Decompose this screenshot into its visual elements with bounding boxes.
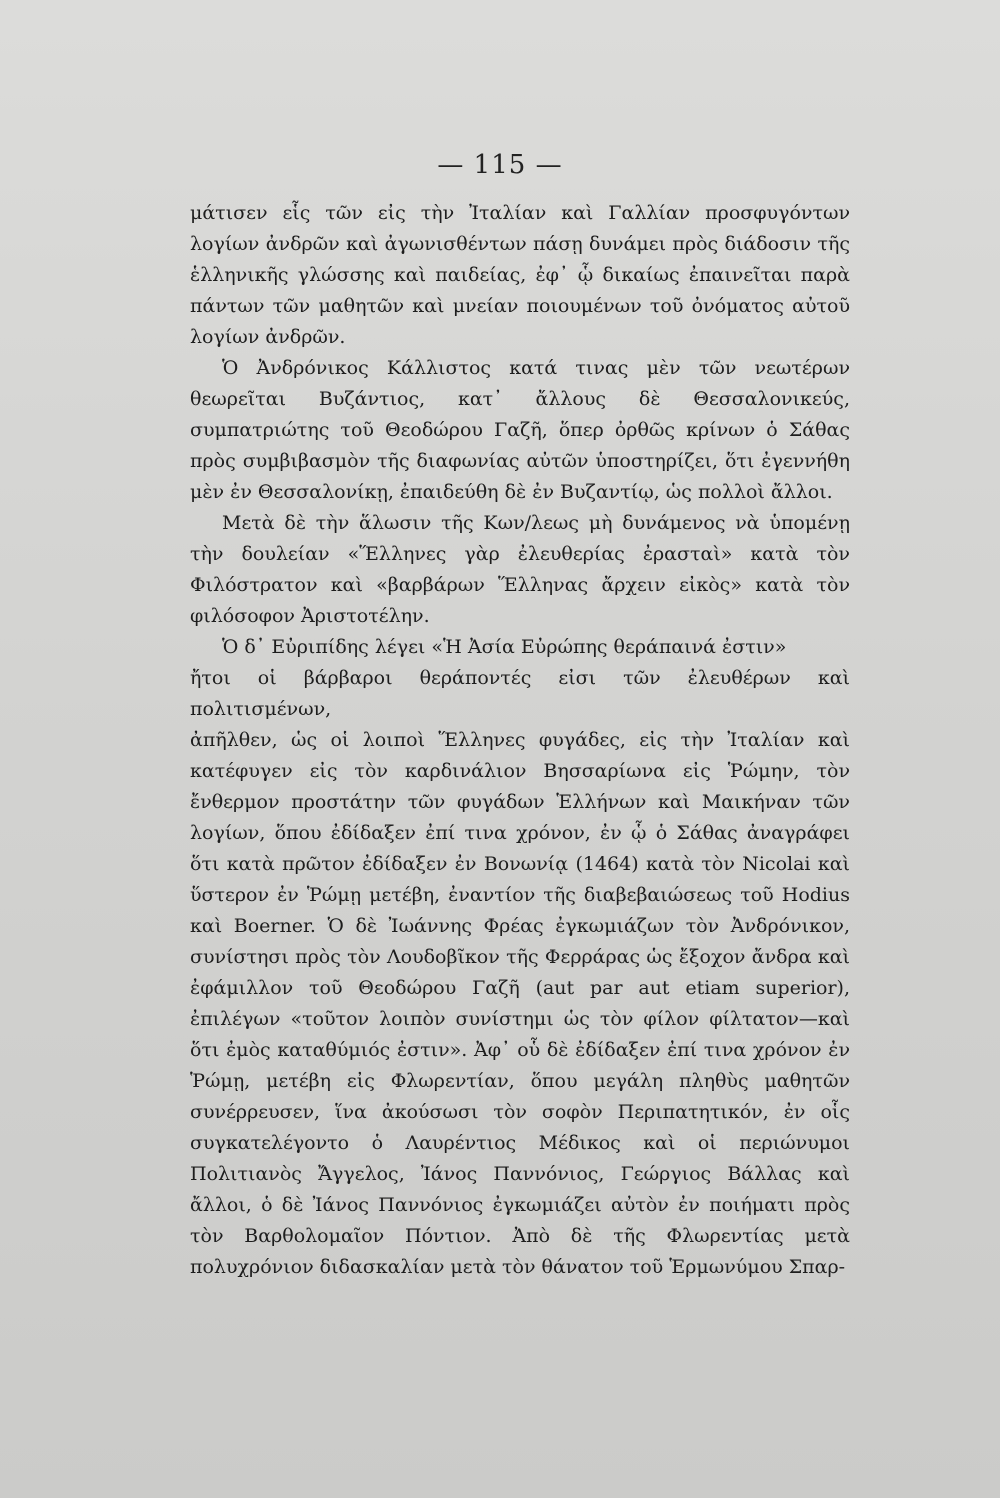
paragraph-2: Ὁ Ἀνδρόνικος Κάλλιστος κατά τινας μὲν τῶν νεωτέρων θεωρεῖται Βυζάντιος, κατ᾽ ἄλλους δὲ Θεσσαλονικεύς, συμπατριώτης τοῦ Θεοδώρου Γαζῆ, ὅπερ ὀρθῶς κρίνων ὁ Σάθας πρὸς συμβιβασμὸν τῆς διαφωνίας αὐτῶν ὑποστηρίζει, ὅτι ἐγεννήθη μὲν ἐν Θεσσαλονίκῃ, ἐπαιδεύθη δὲ ἐν Βυζαντίῳ, ὡς πολλοὶ ἄλλοι. [190,357,850,503]
quotation-line: Ὁ δ᾽ Εὐριπίδης λέγει «Ἡ Ἀσία Εὐρώπης θεράπαινά ἐστιν» [222,636,787,658]
quotation-gloss: ἤτοι οἱ βάρβαροι θεράποντές εἰσι τῶν ἐλευθέρων καὶ πολιτισμένων, [190,667,850,720]
paragraph-1: μάτισεν εἷς τῶν εἰς τὴν Ἰταλίαν καὶ Γαλλίαν προσφυγόντων λογίων ἀνδρῶν καὶ ἀγωνισθέντων πάσῃ δυνάμει πρὸς διάδοσιν τῆς ἑλληνικῆς γλώσσης καὶ παιδείας, ἐφ᾽ ᾧ δικαίως ἐπαινεῖται παρὰ πάντων τῶν μαθητῶν καὶ μνείαν ποιουμένων τοῦ ὀνόματος αὐτοῦ λογίων ἀνδρῶν. [190,202,850,348]
body-text [190,198,850,1283]
paragraph-4: ἀπῆλθεν, ὡς οἱ λοιποὶ Ἕλληνες φυγάδες, εἰς τὴν Ἰταλίαν καὶ κατέφυγεν εἰς τὸν καρδινάλιον Βησσαρίωνα εἰς Ῥώμην, τὸν ἔνθερμον προστάτην τῶν φυγάδων Ἑλλήνων καὶ Μαικήναν τῶν λογίων, ὅπου ἐδίδαξεν ἐπί τινα χρόνον, ἐν ᾧ ὁ Σάθας ἀναγράφει ὅτι κατὰ πρῶτον ἐδίδαξεν ἐν Βονωνίᾳ (1464) κατὰ τὸν Nicolai καὶ ὕστερον ἐν Ῥώμῃ μετέβη, ἐναντίον τῆς διαβεβαιώσεως τοῦ Hodius καὶ Boerner. Ὁ δὲ Ἰωάννης Φρέας ἐγκωμιάζων τὸν Ἀνδρόνικον, συνίστησι πρὸς τὸν Λουδοβῖκον τῆς Φερράρας ὡς ἔξοχον ἄνδρα καὶ ἐφάμιλλον τοῦ Θεοδώρου Γαζῆ (aut par aut etiam superior), ἐπιλέγων «τοῦτον λοιπὸν συνίστημι ὡς τὸν φίλον φίλτατον—καὶ ὅτι ἐμὸς καταθύμιός ἐστιν». Ἀφ᾽ οὗ δὲ ἐδίδαξεν ἐπί τινα χρόνον ἐν Ῥώμῃ, μετέβη εἰς Φλωρεντίαν, ὅπου μεγάλη πληθὺς μαθητῶν συνέρρευσεν, ἵνα ἀκούσωσι τὸν σοφὸν Περιπατητικόν, ἐν οἷς συγκατελέγοντο ὁ Λαυρέντιος Μέδικος καὶ οἱ περιώνυμοι Πολιτιανὸς Ἄγγελος, Ἰάνος Παννόνιος, Γεώργιος Βάλλας καὶ ἄλλοι, ὁ δὲ Ἰάνος Παννόνιος ἐγκωμιάζει αὐτὸν ἐν ποιήματι πρὸς τὸν Βαρθολομαῖον Πόντιον. Ἀπὸ δὲ τῆς Φλωρεντίας μετὰ πολυχρόνιον διδασκαλίαν μετὰ τὸν θάνατον τοῦ Ἑρμωνύμου Σπαρ- [190,729,850,1278]
page-number: — 115 — [437,150,563,180]
paragraph-3: Μετὰ δὲ τὴν ἅλωσιν τῆς Κων/λεως μὴ δυνάμενος νὰ ὑπομένῃ τὴν δουλείαν «Ἕλληνες γὰρ ἐλευθερίας ἐρασταὶ» κατὰ τὸν Φιλόστρατον καὶ «βαρβάρων Ἕλληνας ἄρχειν εἰκὸς» κατὰ τὸν φιλόσοφον Ἀριστοτέλην. [190,512,850,627]
